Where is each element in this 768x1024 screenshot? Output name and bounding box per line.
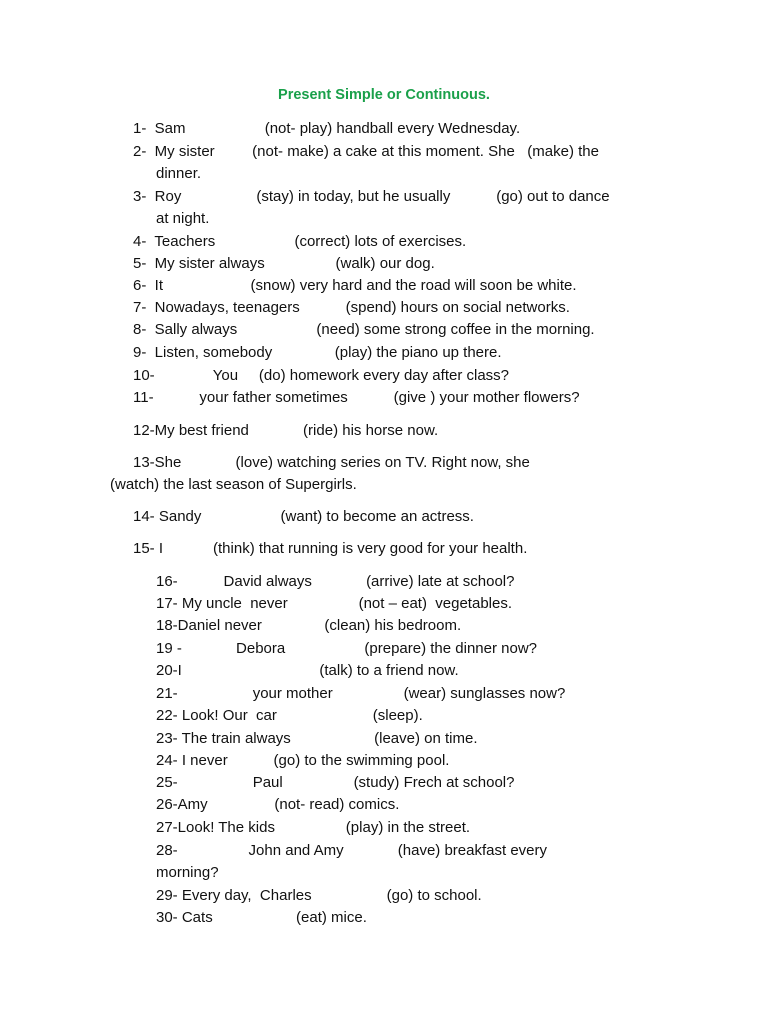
exercise-line: 4- Teachers (correct) lots of exercises. <box>133 233 467 250</box>
exercise-line: 6- It (snow) very hard and the road will soon be white. <box>133 277 577 294</box>
exercise-line: 19 - Debora (prepare) the dinner now? <box>156 640 538 657</box>
exercise-line: morning? <box>156 864 219 881</box>
exercise-line: 1- Sam (not- play) handball every Wednesday. <box>133 120 521 137</box>
exercise-line: 24- I never (go) to the swimming pool. <box>156 752 450 769</box>
exercise-line: 10- You (do) homework every day after class? <box>133 367 510 384</box>
exercise-line: 12-My best friend (ride) his horse now. <box>133 422 439 439</box>
exercise-line: 15- I (think) that running is very good for your health. <box>133 540 528 557</box>
exercise-line: 13-She (love) watching series on TV. Right now, she <box>133 454 530 471</box>
exercise-line: 9- Listen, somebody (play) the piano up there. <box>133 344 502 361</box>
exercise-line: 14- Sandy (want) to become an actress. <box>133 508 474 525</box>
exercise-line: (watch) the last season of Supergirls. <box>110 476 357 493</box>
exercise-line: 28- John and Amy (have) breakfast every <box>156 842 547 859</box>
exercise-line: 20-I (talk) to a friend now. <box>156 662 459 679</box>
exercise-line: 3- Roy (stay) in today, but he usually (go) out to dance <box>133 188 610 205</box>
exercise-line: dinner. <box>156 165 202 182</box>
exercise-line: 29- Every day, Charles (go) to school. <box>156 887 482 904</box>
exercise-line: 8- Sally always (need) some strong coffee in the morning. <box>133 321 595 338</box>
exercise-line: 17- My uncle never (not – eat) vegetables. <box>156 595 513 612</box>
exercise-line: 16- David always (arrive) late at school? <box>156 573 515 590</box>
worksheet-title: Present Simple or Continuous. <box>278 87 490 103</box>
exercise-line: 25- Paul (study) Frech at school? <box>156 774 515 791</box>
exercise-line: 30- Cats (eat) mice. <box>156 909 367 926</box>
exercise-line: 18-Daniel never (clean) his bedroom. <box>156 617 462 634</box>
exercise-line: 27-Look! The kids (play) in the street. <box>156 819 471 836</box>
exercise-line: 21- your mother (wear) sunglasses now? <box>156 685 566 702</box>
exercise-line: 2- My sister (not- make) a cake at this moment. She (make) the <box>133 143 599 160</box>
exercise-line: 5- My sister always (walk) our dog. <box>133 255 435 272</box>
exercise-line: 11- your father sometimes (give ) your mother flowers? <box>133 389 580 406</box>
exercise-line: 26-Amy (not- read) comics. <box>156 796 400 813</box>
exercise-line: 23- The train always (leave) on time. <box>156 730 478 747</box>
exercise-line: 22- Look! Our car (sleep). <box>156 707 423 724</box>
exercise-line: 7- Nowadays, teenagers (spend) hours on social networks. <box>133 299 570 316</box>
exercise-line: at night. <box>156 210 210 227</box>
